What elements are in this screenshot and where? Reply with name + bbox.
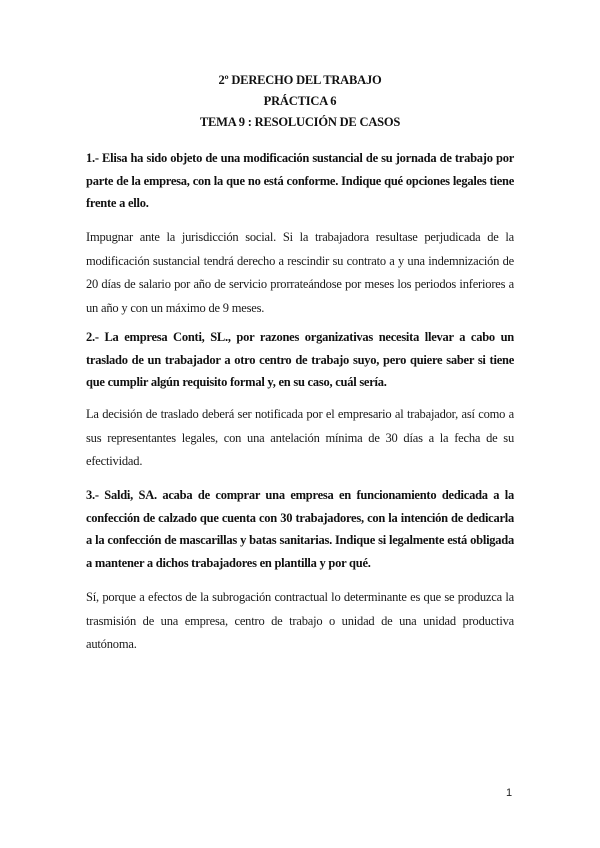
page-number: 1 [506, 787, 513, 799]
case-2-answer: La decisión de traslado deberá ser notificada por el empresario al trabajador, así como a sus representantes legales, con una antelación mínima de 30 días a la fecha de su efectividad. [86, 407, 514, 468]
topic-title: TEMA 9 : RESOLUCIÓN DE CASOS [199, 115, 401, 129]
case-2-question: 2.- La empresa Conti, SL., por razones organizativas necesita llevar a cabo un traslado de un trabajador a otro centro de trabajo suyo, pero quiere saber si tiene que cumplir algún requisito formal y, en su caso, cuál sería. [86, 330, 514, 389]
case-1-question: 1.- Elisa ha sido objeto de una modificación sustancial de su jornada de trabajo por parte de la empresa, con la que no está conforme. Indique qué opciones legales tiene frente a ello. [86, 151, 514, 210]
case-1-answer: Impugnar ante la jurisdicción social. Si la trabajadora resultase perjudicada de la modificación sustancial tendrá derecho a rescindir su contrato a y una indemnización de 20 días de salario por año de servicio prorrateándose por meses los periodos inferiores a un año y con un máximo de 9 meses. [86, 230, 514, 315]
practice-title: PRÁCTICA 6 [263, 94, 337, 108]
case-3-answer: Sí, porque a efectos de la subrogación contractual lo determinante es que se produzca la trasmisión de una empresa, centro de trabajo o unidad de una unidad productiva autónoma. [86, 590, 514, 651]
case-3-question: 3.- Saldi, SA. acaba de comprar una empresa en funcionamiento dedicada a la confección de calzado que cuenta con 30 trabajadores, con la intención de dedicarla a la confección de mascarillas y batas sanitarias. Indique si legalmente está obligada a mantener a dichos trabajadores en plantilla y por qué. [86, 488, 514, 570]
course-title: 2º DERECHO DEL TRABAJO [218, 73, 382, 87]
document-header [0, 70, 600, 133]
